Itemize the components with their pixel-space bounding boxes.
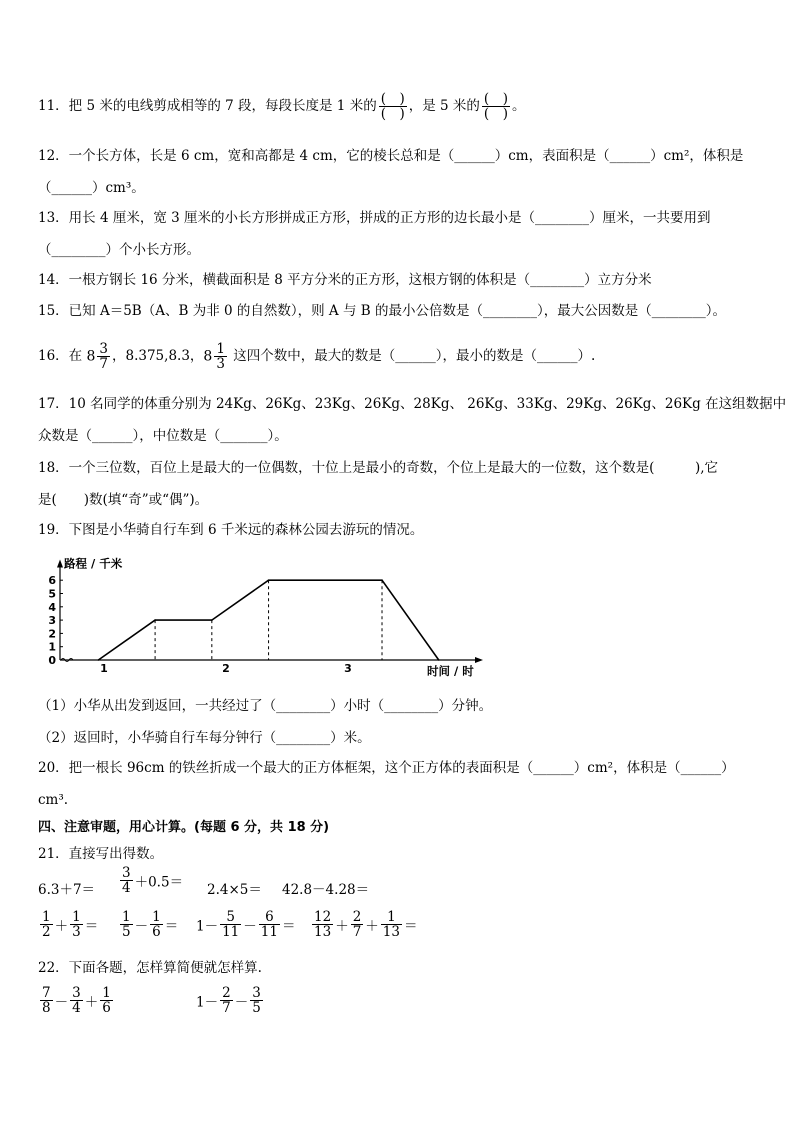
- data-point: [438, 659, 440, 661]
- q15-text: 15．已知 A＝5B（A、B 为非 0 的自然数），则 A 与 B 的最小公倍数是（________），最大公因数是（________）。: [38, 303, 726, 319]
- q17-line1: 17．10 名同学的体重分别为 24Kg、26Kg、23Kg、26Kg、28Kg、 26Kg、33Kg、29Kg、26Kg、26Kg 在这组数据中: [38, 396, 787, 412]
- data-point: [154, 619, 156, 621]
- q19-intro: 19．下图是小华骑自行车到 6 千米远的森林公园去游玩的情况。: [38, 522, 424, 538]
- q12-line2: （______）cm³。: [38, 180, 145, 196]
- data-point: [211, 619, 213, 621]
- data-point: [98, 659, 100, 661]
- q11-text: 11．把 5 米的电线剪成相等的 7 段，每段长度是 1 米的: [38, 98, 377, 114]
- question-18: [38, 452, 758, 516]
- question-12: [38, 140, 758, 204]
- y-tick-label: 2: [48, 627, 56, 641]
- q19-sub1: （1）小华从出发到返回，一共经过了（________）小时（________）分钟。: [38, 698, 493, 714]
- q20-line2: cm³.: [38, 792, 69, 808]
- calc-12-13-plus-2-7-plus-1-13: $\frac{12}{13}$ ＋ $\frac{2}{7}$ ＋ $\frac{1}{13}$ ＝: [314, 909, 418, 941]
- x-axis-arrow: [475, 657, 483, 663]
- q20-line1: 20．把一根长 96cm 的铁丝折成一个最大的正方体框架，这个正方体的表面积是（______）cm²，体积是（______）: [38, 760, 735, 776]
- calc-2-4-times-5: 2.4×5＝: [207, 882, 262, 898]
- question-22-title: [38, 952, 758, 984]
- y-tick-label: 1: [48, 640, 56, 654]
- question-15: [38, 295, 758, 327]
- y-axis-title: 路程 / 千米: [64, 556, 123, 571]
- y-tick-label: 3: [48, 614, 56, 628]
- question-19-sub1: [38, 690, 758, 722]
- question-19-sub2: [38, 722, 758, 754]
- q18-line1: 18．一个三位数，百位上是最大的一位偶数，十位上是最小的奇数，个位上是最大的一位数，这个数是( ),它: [38, 460, 719, 476]
- calc-1-2-plus-1-3: $\frac{1}{2}$ ＋ $\frac{1}{3}$ ＝: [42, 909, 99, 941]
- x-tick-label: 2: [222, 662, 230, 675]
- y-tick-label: 0: [48, 654, 56, 667]
- x-axis-title: 时间 / 时: [427, 664, 474, 678]
- q11-blank-fraction-2[interactable]: $\frac{( )}{( )}$: [483, 90, 508, 122]
- y-tick-label: 6: [48, 574, 56, 588]
- y-axis-arrow: [57, 560, 63, 568]
- q16-prefix: 16．在: [38, 348, 83, 364]
- x-tick-label: 3: [344, 662, 352, 675]
- q11-blank-fraction-1[interactable]: $\frac{( )}{( )}$: [380, 90, 405, 122]
- question-14: [38, 264, 758, 296]
- section-4-title: 四、注意审题，用心计算。(每题 6 分，共 18 分): [38, 820, 330, 835]
- q13-line1: 13．用长 4 厘米，宽 3 厘米的小长方形拼成正方形，拼成的正方形的边长最小是（________）厘米，一共要用到: [38, 210, 711, 226]
- question-11: [38, 90, 758, 122]
- q13-line2: （________）个小长方形。: [38, 242, 200, 258]
- q14-text: 14．一根方钢长 16 分米，横截面积是 8 平方分米的正方形，这根方钢的体积是（________）立方分米: [38, 272, 652, 288]
- calc-7-8-minus-3-4-plus-1-6: $\frac{7}{8}$ － $\frac{3}{4}$ ＋ $\frac{1}{6}$: [42, 985, 111, 1017]
- q19-sub2: （2）返回时，小华骑自行车每分钟行（________）米。: [38, 730, 371, 746]
- question-17: [38, 388, 787, 452]
- x-tick-label: 1: [100, 662, 108, 675]
- calc-3-4-plus-0-5: $\frac{3}{4}$ ＋0.5＝: [122, 865, 184, 897]
- q22-title: 22．下面各题，怎样算简便就怎样算.: [38, 960, 262, 976]
- q11-text-2: ，是 5 米的: [408, 98, 480, 114]
- calc-1-5-minus-1-6: $\frac{1}{5}$ － $\frac{1}{6}$ ＝: [122, 909, 179, 941]
- question-20: [38, 752, 758, 816]
- calc-1-minus-2-7-minus-3-5: 1－ $\frac{2}{7}$ － $\frac{3}{5}$: [196, 985, 261, 1017]
- y-tick-label: 5: [48, 587, 56, 601]
- distance-time-chart: [30, 550, 474, 680]
- calc-42-8-minus-4-28: 42.8－4.28＝: [282, 882, 370, 898]
- q16-suffix: 这四个数中，最大的数是（______），最小的数是（______）.: [233, 348, 596, 364]
- q21-title: 21．直接写出得数。: [38, 846, 164, 862]
- q17-line2: 众数是（______），中位数是（_______）。: [38, 428, 288, 444]
- q11-text-3: 。: [511, 98, 526, 114]
- data-point: [381, 579, 383, 581]
- mixed-number-8-3-7: 8 $\frac{3}{7}$: [86, 341, 108, 373]
- mixed-number-8-1-3: 8 $\frac{1}{3}$: [203, 341, 225, 373]
- question-16: [38, 336, 758, 377]
- q16-middle: ，8.375,8.3，: [112, 348, 204, 364]
- y-tick-label: 4: [48, 600, 56, 614]
- question-19-intro: [38, 514, 758, 546]
- calc-1-minus-5-11-minus-6-11: 1－ $\frac{5}{11}$ － $\frac{6}{11}$ ＝: [196, 909, 296, 941]
- q18-line2: 是( )数(填“奇”或“偶”)。: [38, 492, 209, 508]
- question-13: [38, 202, 758, 266]
- data-point: [268, 579, 270, 581]
- calc-6-3-plus-7: 6.3＋7＝: [38, 882, 96, 898]
- q12-line1: 12．一个长方体，长是 6 cm，宽和高都是 4 cm，它的棱长总和是（______）cm，表面积是（______）cm²，体积是: [38, 148, 744, 164]
